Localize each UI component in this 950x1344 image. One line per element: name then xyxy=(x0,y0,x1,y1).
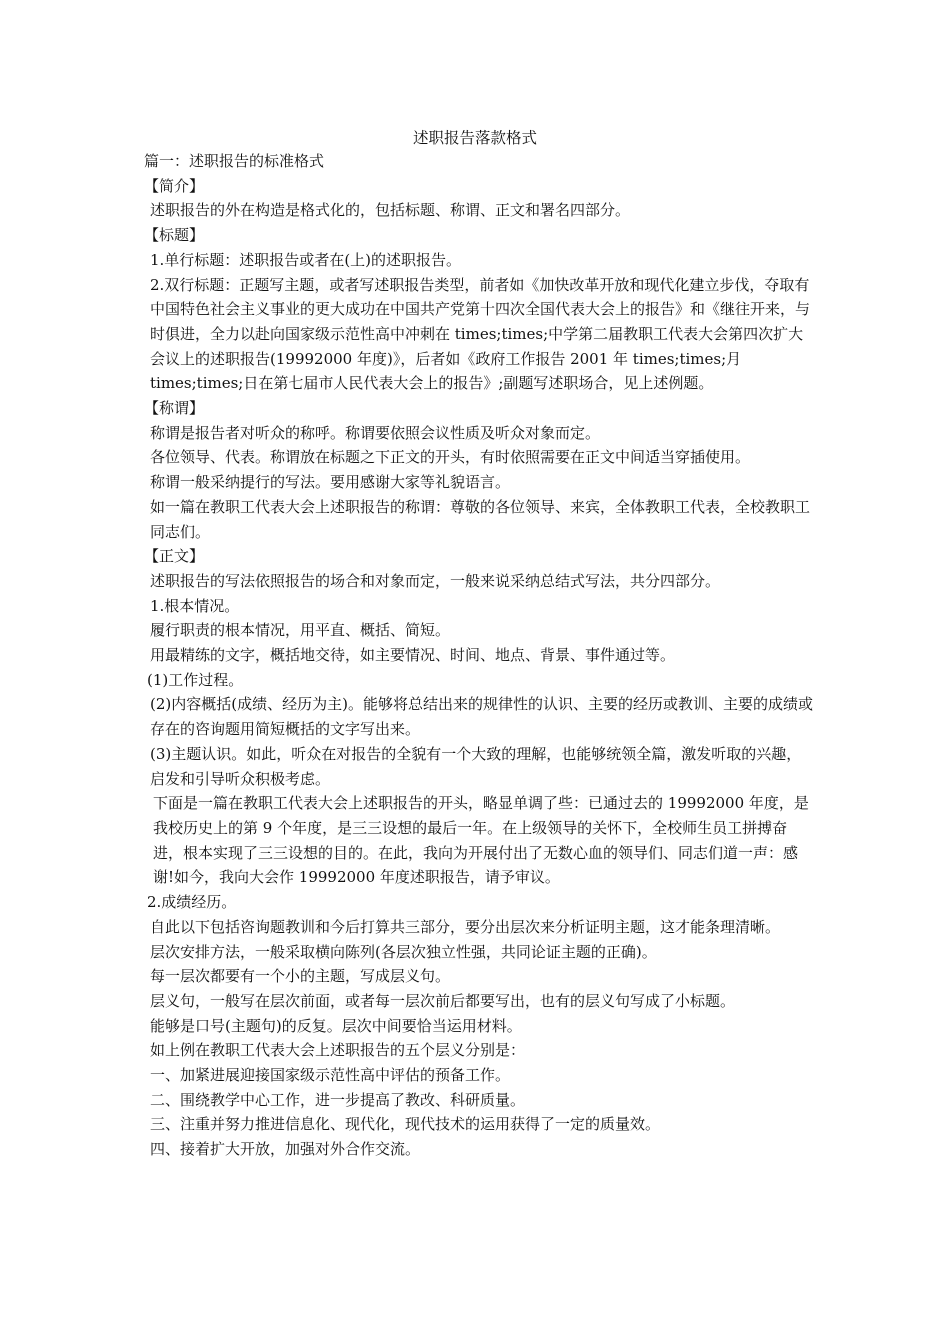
paragraph: 述职报告的写法依照报告的场合和对象而定，一般来说采纳总结式写法，共分四部分。 xyxy=(150,571,721,590)
paragraph: 1.单行标题：述职报告或者在(上)的述职报告。 xyxy=(150,250,462,269)
paragraph: 每一层次都要有一个小的主题，写成层义句。 xyxy=(150,967,451,986)
subsection-label: 【简介】 xyxy=(144,176,205,195)
paragraph: 履行职责的根本情况，用平直、概括、简短。 xyxy=(150,621,451,640)
section-heading: 篇一：述职报告的标准格式 xyxy=(144,152,325,170)
paragraph: 1.根本情况。 xyxy=(150,596,240,615)
paragraph: 如上例在教职工代表大会上述职报告的五个层义分别是： xyxy=(150,1041,526,1060)
list-item: 二、围绕教学中心工作，进一步提高了教改、科研质量。 xyxy=(150,1090,526,1109)
paragraph: 层次安排方法，一般采取横向陈列(各层次独立性强，共同论证主题的正确)。 xyxy=(150,942,657,961)
list-item: 四、接着扩大开放，加强对外合作交流。 xyxy=(150,1140,421,1159)
subsection-label: 【称谓】 xyxy=(144,399,205,418)
paragraph: 2.成绩经历。 xyxy=(147,893,237,912)
paragraph: 称谓是报告者对听众的称呼。称谓要依照会议性质及听众对象而定。 xyxy=(150,423,601,442)
paragraph: 下面是一篇在教职工代表大会上述职报告的开头，略显单调了些：已通过去的 19992000 年度，是我校历史上的第 9 个年度，是三三设想的最后一年。在上级领导的关怀下，全校师生员工拼搏奋进，根本实现了三三设想的目的。在此，我向为开展付出了无数心血的领导们、同志们道一声：感谢!如今，我向大会作 19992000 年度述职报告，请予审议。 xyxy=(153,794,809,887)
list-item: 三、注重并努力推进信息化、现代化，现代技术的运用获得了一定的质量效。 xyxy=(150,1115,661,1134)
paragraph: 能够是口号(主题句)的反复。层次中间要恰当运用材料。 xyxy=(150,1016,522,1035)
subsection-label: 【正文】 xyxy=(144,547,205,566)
paragraph: 述职报告的外在构造是格式化的，包括标题、称谓、正文和署名四部分。 xyxy=(150,201,631,220)
paragraph: 自此以下包括咨询题教训和今后打算共三部分，要分出层次来分析证明主题，这才能条理清晰。 xyxy=(150,917,781,936)
document-body xyxy=(144,149,816,1162)
paragraph: (2)内容概括(成绩、经历为主)。能够将总结出来的规律性的认识、主要的经历或教训、主要的成绩或存在的咨询题用简短概括的文字写出来。 xyxy=(150,695,813,739)
paragraph: 如一篇在教职工代表大会上述职报告的称谓：尊敬的各位领导、来宾，全体教职工代表，全校教职工同志们。 xyxy=(150,497,811,541)
paragraph: 2.双行标题：正题写主题，或者写述职报告类型，前者如《加快改革开放和现代化建立步伐，夺取有中国特色社会主义事业的更大成功在中国共产党第十四次全国代表大会上的报告》和《继往开来，与时俱进，全力以赴向国家级示范性高中冲刺在 times;times;中学第二届教职工代表大会第四次扩大会议上的述职报告(19992000 年度)》，后者如《政府工作报告 2001 年 times;times;月 times;times;日在第七届市人民代表大会上的报告》;副题写述职场合，见上述例题。 xyxy=(150,275,811,393)
document-title: 述职报告落款格式 xyxy=(412,129,537,147)
subsection-label: 【标题】 xyxy=(144,226,205,245)
paragraph: 层义句，一般写在层次前面，或者每一层次前后都要写出，也有的层义句写成了小标题。 xyxy=(150,991,736,1010)
paragraph: 用最精练的文字，概括地交待，如主要情况、时间、地点、背景、事件通过等。 xyxy=(150,646,676,665)
paragraph: 各位领导、代表。称谓放在标题之下正文的开头，有时依照需要在正文中间适当穿插使用。 xyxy=(150,448,751,467)
list-item: 一、加紧进展迎接国家级示范性高中评估的预备工作。 xyxy=(150,1066,511,1085)
paragraph: (1)工作过程。 xyxy=(147,670,244,689)
paragraph: (3)主题认识。如此，听众在对报告的全貌有一个大致的理解，也能够统领全篇，激发听取的兴趣，启发和引导听众积极考虑。 xyxy=(150,744,802,788)
paragraph: 称谓一般采纳提行的写法。要用感谢大家等礼貌语言。 xyxy=(150,473,511,492)
